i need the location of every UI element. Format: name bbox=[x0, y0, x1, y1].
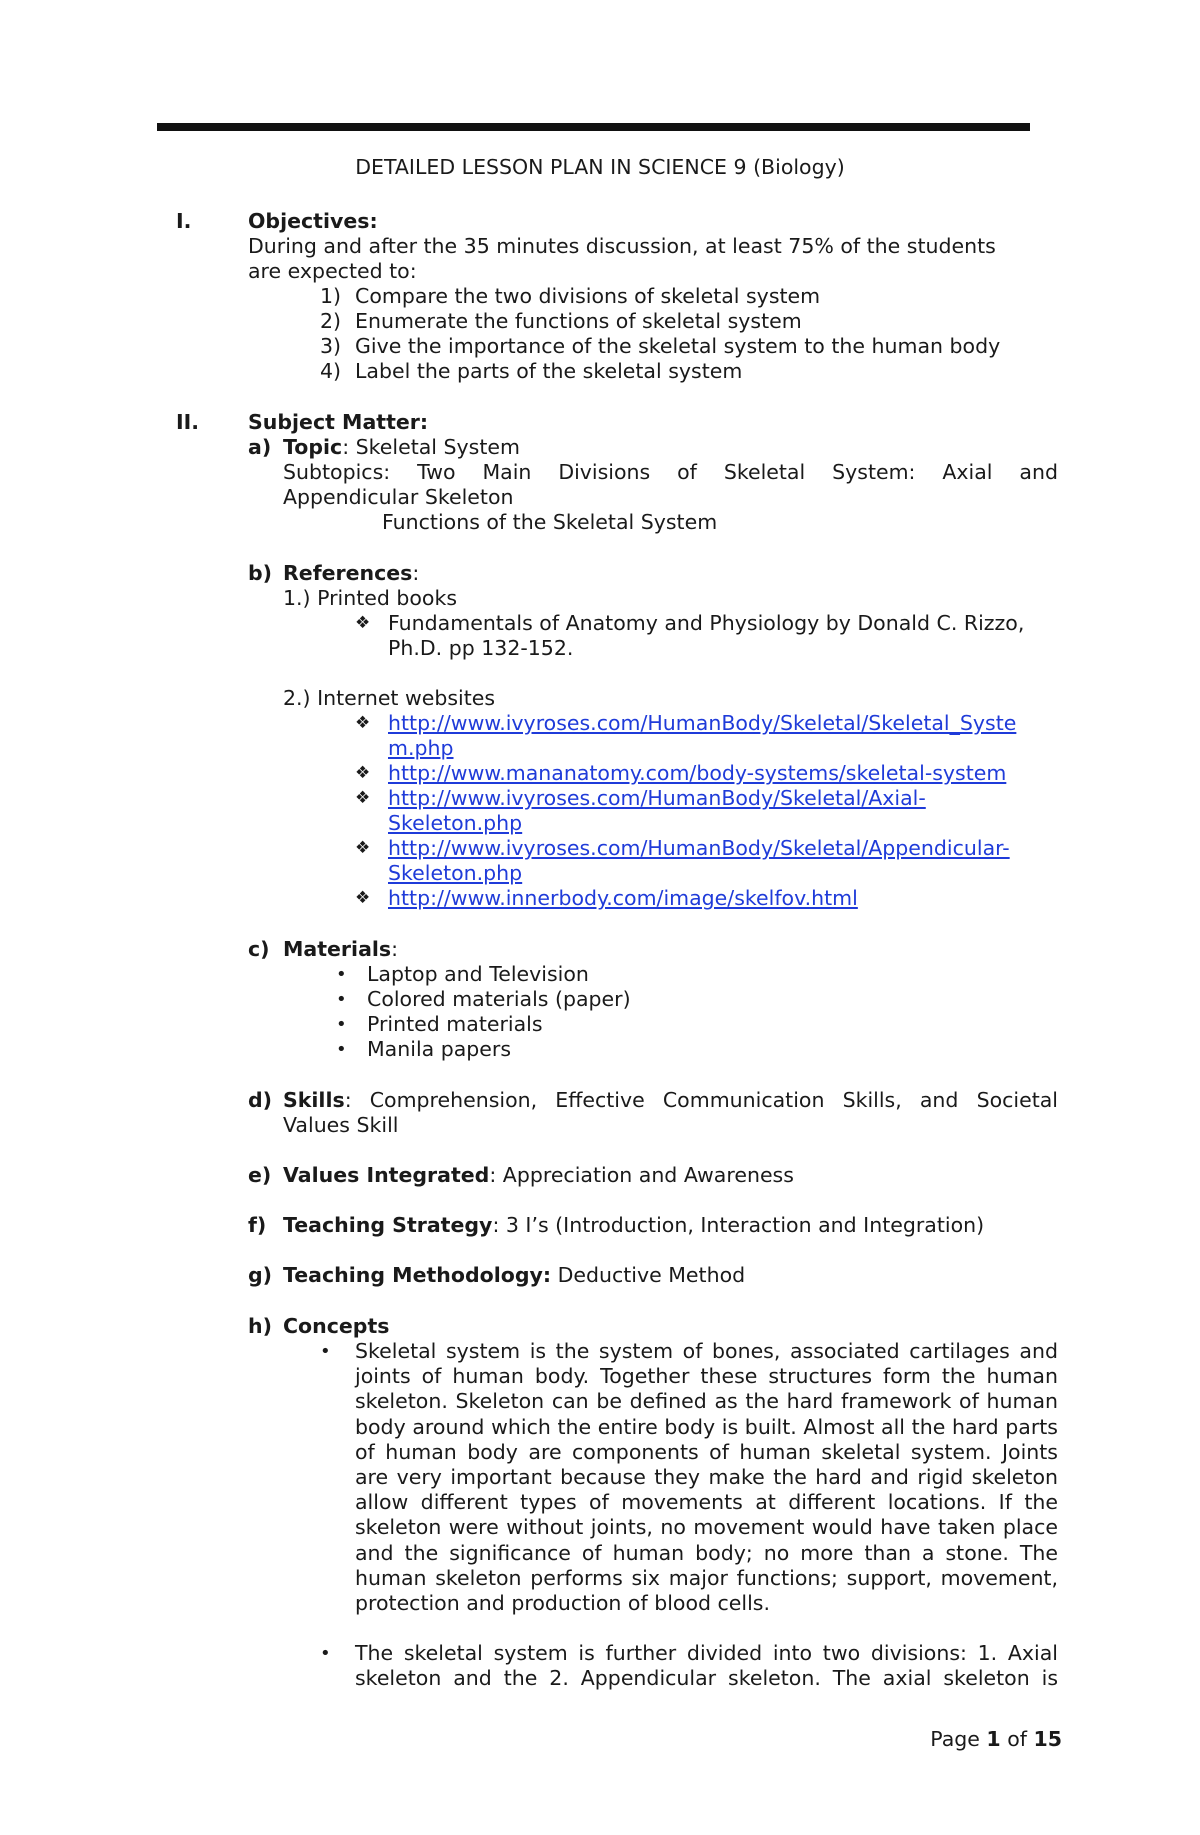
subtopics-line-2: Appendicular Skeleton bbox=[283, 485, 514, 509]
skills-line-1 bbox=[283, 1088, 1058, 1113]
page-word: Page bbox=[930, 1727, 987, 1751]
printed-book-line-2: Ph.D. pp 132-152. bbox=[388, 636, 574, 660]
materials-line bbox=[283, 937, 398, 962]
material-item: Laptop and Television bbox=[367, 962, 589, 986]
printed-book-line-1: Fundamentals of Anatomy and Physiology by Donald C. Rizzo, bbox=[388, 611, 1025, 635]
page-total: 15 bbox=[1033, 1727, 1062, 1751]
objective-text: Give the importance of the skeletal system to the human body bbox=[355, 334, 1001, 358]
values-line bbox=[283, 1163, 794, 1188]
materials-letter: c) bbox=[248, 937, 270, 961]
section-number-objectives: I. bbox=[176, 209, 192, 233]
objective-text: Enumerate the functions of skeletal system bbox=[355, 309, 802, 333]
reference-link[interactable]: http://www.ivyroses.com/HumanBody/Skeletal/Skeletal_Syste bbox=[388, 711, 1017, 735]
bullet-icon: • bbox=[320, 1643, 331, 1664]
concepts-letter: h) bbox=[248, 1314, 272, 1338]
material-item: Printed materials bbox=[367, 1012, 543, 1036]
strategy-line bbox=[283, 1213, 984, 1238]
references-letter: b) bbox=[248, 561, 273, 585]
topic-label: Topic bbox=[283, 435, 343, 459]
strategy-label: Teaching Strategy bbox=[283, 1213, 493, 1237]
of-word: of bbox=[1000, 1727, 1034, 1751]
objective-number: 2) bbox=[320, 309, 342, 333]
page-footer bbox=[0, 1727, 1062, 1752]
objective-text: Label the parts of the skeletal system bbox=[355, 359, 743, 383]
objective-number: 1) bbox=[320, 284, 342, 308]
concepts-label: Concepts bbox=[283, 1314, 390, 1338]
values-value: : Appreciation and Awareness bbox=[489, 1163, 794, 1187]
reference-link-continued[interactable]: Skeleton.php bbox=[388, 861, 523, 885]
topic-line bbox=[283, 435, 520, 460]
materials-label: Materials bbox=[283, 937, 392, 961]
bullet-icon: • bbox=[336, 989, 347, 1010]
subtopics-line-3: Functions of the Skeletal System bbox=[382, 510, 718, 534]
objective-number: 4) bbox=[320, 359, 342, 383]
reference-link[interactable]: http://www.ivyroses.com/HumanBody/Skeletal/Appendicular- bbox=[388, 836, 1010, 860]
printed-books-label: 1.) Printed books bbox=[283, 586, 458, 610]
internet-websites-label: 2.) Internet websites bbox=[283, 686, 496, 710]
strategy-letter: f) bbox=[248, 1213, 267, 1237]
diamond-bullet-icon: ❖ bbox=[355, 613, 371, 633]
objectives-intro-line-1: During and after the 35 minutes discussion, at least 75% of the students bbox=[248, 234, 996, 258]
references-colon: : bbox=[412, 561, 420, 585]
references-line bbox=[283, 561, 419, 586]
reference-link[interactable]: http://www.ivyroses.com/HumanBody/Skeletal/Axial- bbox=[388, 786, 926, 810]
methodology-letter: g) bbox=[248, 1263, 273, 1287]
values-label: Values Integrated bbox=[283, 1163, 490, 1187]
bullet-icon: • bbox=[336, 1039, 347, 1060]
skills-line-2: Values Skill bbox=[283, 1113, 399, 1137]
diamond-bullet-icon: ❖ bbox=[355, 713, 371, 733]
objective-number: 3) bbox=[320, 334, 342, 358]
diamond-bullet-icon: ❖ bbox=[355, 888, 371, 908]
reference-link-continued[interactable]: m.php bbox=[388, 736, 454, 760]
subtopics-line-1: Subtopics: Two Main Divisions of Skeletal System: Axial and bbox=[283, 460, 1058, 484]
bullet-icon: • bbox=[336, 964, 347, 985]
materials-colon: : bbox=[391, 937, 399, 961]
values-letter: e) bbox=[248, 1163, 272, 1187]
skills-text: : Comprehension, Effective Communication Skills, and Societal bbox=[344, 1088, 1058, 1112]
skills-label: Skills bbox=[283, 1088, 345, 1112]
bullet-icon: • bbox=[320, 1341, 331, 1362]
top-rule bbox=[157, 123, 1030, 131]
material-item: Manila papers bbox=[367, 1037, 512, 1061]
section-heading-subject: Subject Matter: bbox=[248, 410, 429, 434]
methodology-value: Deductive Method bbox=[551, 1263, 746, 1287]
reference-link[interactable]: http://www.mananatomy.com/body-systems/skeletal-system bbox=[388, 761, 1007, 785]
document-title: DETAILED LESSON PLAN IN SCIENCE 9 (Biology) bbox=[355, 155, 845, 179]
diamond-bullet-icon: ❖ bbox=[355, 788, 371, 808]
diamond-bullet-icon: ❖ bbox=[355, 763, 371, 783]
reference-link-continued[interactable]: Skeleton.php bbox=[388, 811, 523, 835]
section-number-subject: II. bbox=[176, 410, 200, 434]
strategy-value: : 3 I’s (Introduction, Interaction and Integration) bbox=[492, 1213, 985, 1237]
material-item: Colored materials (paper) bbox=[367, 987, 631, 1011]
objective-text: Compare the two divisions of skeletal system bbox=[355, 284, 821, 308]
methodology-line bbox=[283, 1263, 745, 1288]
topic-letter: a) bbox=[248, 435, 272, 459]
diamond-bullet-icon: ❖ bbox=[355, 838, 371, 858]
references-label: References bbox=[283, 561, 413, 585]
reference-link[interactable]: http://www.innerbody.com/image/skelfov.html bbox=[388, 886, 858, 910]
section-heading-objectives: Objectives: bbox=[248, 209, 378, 233]
objectives-intro-line-2: are expected to: bbox=[248, 259, 417, 283]
bullet-icon: • bbox=[336, 1014, 347, 1035]
concept-paragraph: The skeletal system is further divided into two divisions: 1. Axial skeleton and the 2. Appendicular skeleton. The axial skeleton is bbox=[355, 1641, 1058, 1691]
concept-paragraph: Skeletal system is the system of bones, associated cartilages and joints of human body. Together these structures form the human skeleton. Skeleton can be defined as the hard framework of human body around which the entire body is built. Almost all the hard parts of human body are components of human skeletal system. Joints are very important because they make the hard and rigid skeleton allow different types of movements at different locations. If the skeleton were without joints, no movement would have taken place and the significance of human body; no more than a stone. The human skeleton performs six major functions; support, movement, protection and production of blood cells. bbox=[355, 1339, 1058, 1616]
page-number: 1 bbox=[986, 1727, 1001, 1751]
topic-value: : Skeletal System bbox=[342, 435, 520, 459]
skills-letter: d) bbox=[248, 1088, 273, 1112]
methodology-label: Teaching Methodology: bbox=[283, 1263, 552, 1287]
